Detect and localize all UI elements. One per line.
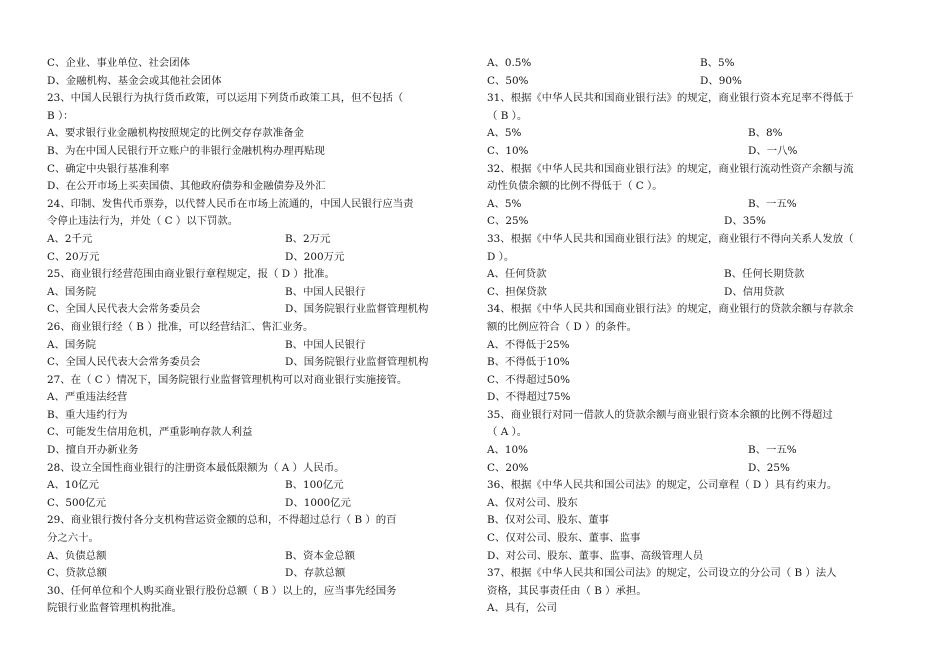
text-line: D、金融机构、基金会或其他社会团体 xyxy=(47,74,222,87)
text-line: 27、在（ C ）情况下，国务院银行业监督管理机构可以对商业银行实施接管。 xyxy=(47,373,408,386)
text-line: C、不得超过50% xyxy=(487,373,570,386)
right-column xyxy=(487,55,905,618)
option-row xyxy=(47,354,462,372)
text-line: B、为在中国人民银行开立账户的非银行金融机构办理再贴现 xyxy=(47,144,325,157)
option-row xyxy=(47,495,462,513)
option-a: A、0.5% xyxy=(487,57,532,69)
option-b: D、90% xyxy=(700,74,742,87)
text-line: 令停止违法行为，并处（ C ）以下罚款。 xyxy=(47,215,239,228)
option-a: A、5% xyxy=(487,127,522,140)
option-row xyxy=(487,73,905,91)
option-b: B、一五% xyxy=(748,197,797,210)
option-b: B、资本金总额 xyxy=(285,549,355,562)
option-b: D、1000亿元 xyxy=(285,496,351,509)
text-line: 33、根据《中华人民共和国商业银行法》的规定，商业银行不得向关系人发放（ xyxy=(487,232,854,245)
option-row xyxy=(47,548,462,566)
option-a: A、2千元 xyxy=(47,232,93,245)
option-row xyxy=(47,284,462,302)
text-line: 23、中国人民银行为执行货币政策，可以运用下列货币政策工具，但不包括（ xyxy=(47,92,404,105)
option-row xyxy=(487,442,905,460)
option-a: A、10% xyxy=(487,444,528,457)
option-b: B、任何长期贷款 xyxy=(724,268,805,281)
text-line: 26、商业银行经（ B ）批准，可以经营结汇、售汇业务。 xyxy=(47,320,314,333)
option-a: C、50% xyxy=(487,74,529,87)
text-line: 30、任何单位和个人购买商业银行股份总额（ B ）以上的，应当事先经国务 xyxy=(47,584,397,597)
option-a: C、全国人民代表大会常务委员会 xyxy=(47,356,201,369)
text-line: 29、商业银行拨付各分支机构营运资金额的总和，不得超过总行（ B ）的百 xyxy=(47,514,397,527)
option-b: D、一八% xyxy=(748,144,798,157)
option-b: D、35% xyxy=(724,215,766,228)
option-b: D、200万元 xyxy=(285,250,345,263)
option-b: B、5% xyxy=(700,57,735,69)
text-line: 31、根据《中华人民共和国商业银行法》的规定，商业银行资本充足率不得低于 xyxy=(487,92,854,105)
option-row xyxy=(487,284,905,302)
option-a: A、国务院 xyxy=(47,338,97,351)
text-line: 32、根据《中华人民共和国商业银行法》的规定，商业银行流动性资产余额与流 xyxy=(487,162,854,175)
text-line: D ）。 xyxy=(487,250,515,263)
option-b: B、一五% xyxy=(748,444,797,457)
option-b: B、100亿元 xyxy=(285,479,344,492)
text-line: 24、印制、发售代币票券，以代替人民币在市场上流通的，中国人民银行应当责 xyxy=(47,197,414,210)
option-a: C、全国人民代表大会常务委员会 xyxy=(47,303,201,316)
option-a: C、担保贷款 xyxy=(487,285,547,298)
option-row xyxy=(47,301,462,319)
option-row xyxy=(47,337,462,355)
option-b: B、中国人民银行 xyxy=(285,285,366,298)
option-row xyxy=(487,143,905,161)
option-a: C、20万元 xyxy=(47,250,100,263)
option-b: D、25% xyxy=(748,461,790,474)
option-row xyxy=(47,477,462,495)
option-a: A、5% xyxy=(487,197,522,210)
option-row xyxy=(487,266,905,284)
option-a: C、25% xyxy=(487,215,529,228)
text-line: （ A ）。 xyxy=(487,426,528,439)
text-line: 分之六十。 xyxy=(47,532,99,545)
option-b: B、2万元 xyxy=(285,232,331,245)
text-line: C、仅对公司、股东、董事、监事 xyxy=(487,532,641,545)
option-row xyxy=(47,231,462,249)
text-line: 35、商业银行对同一借款人的贷款余额与商业银行资本余额的比例不得超过 xyxy=(487,408,833,421)
text-line: B、重大违约行为 xyxy=(47,408,128,421)
option-b: D、国务院银行业监督管理机构 xyxy=(285,356,429,369)
option-b: B、8% xyxy=(748,127,783,140)
option-b: D、存款总额 xyxy=(285,567,346,580)
option-a: C、10% xyxy=(487,144,529,157)
option-row xyxy=(487,460,905,478)
text-line: 28、设立全国性商业银行的注册资本最低限额为（ A ）人民币。 xyxy=(47,461,345,474)
text-line: D、在公开市场上买卖国债、其他政府债券和金融债券及外汇 xyxy=(47,180,326,193)
left-column xyxy=(47,55,462,618)
option-row xyxy=(487,55,905,73)
text-line: 37、根据《中华人民共和国公司法》的规定，公司设立的分公司（ B ）法人 xyxy=(487,567,837,580)
text-line: C、企业、事业单位、社会团体 xyxy=(47,57,191,69)
option-b: D、信用贷款 xyxy=(724,285,785,298)
option-row xyxy=(487,196,905,214)
text-line: A、仅对公司、股东 xyxy=(487,496,578,509)
option-row xyxy=(487,125,905,143)
option-row xyxy=(47,249,462,267)
text-line: A、严重违法经营 xyxy=(47,391,128,404)
text-line: D、不得超过75% xyxy=(487,391,571,404)
option-row xyxy=(47,565,462,583)
option-a: A、10亿元 xyxy=(47,479,99,492)
option-a: A、任何贷款 xyxy=(487,268,547,281)
option-a: C、500亿元 xyxy=(47,496,106,509)
text-line: 资格，其民事责任由（ B ）承担。 xyxy=(487,584,647,597)
option-b: B、中国人民银行 xyxy=(285,338,366,351)
text-line: A、不得低于25% xyxy=(487,338,570,351)
text-line: B ）： xyxy=(47,109,74,122)
text-line: D、对公司、股东、董事、监事、高级管理人员 xyxy=(487,549,704,562)
text-line: 额的比例应符合（ D ）的条件。 xyxy=(487,320,638,333)
option-row xyxy=(487,213,905,231)
text-line: A、具有，公司 xyxy=(487,602,557,615)
text-line: 院银行业监督管理机构批准。 xyxy=(47,602,183,615)
text-line: C、可能发生信用危机，严重影响存款人利益 xyxy=(47,426,253,439)
text-line: C、确定中央银行基准利率 xyxy=(47,162,170,175)
text-line: D、擅自开办新业务 xyxy=(47,444,139,457)
text-line: 动性负债余额的比例不得低于（ C ）。 xyxy=(487,180,663,193)
option-a: A、负债总额 xyxy=(47,549,107,562)
option-a: C、20% xyxy=(487,461,529,474)
option-a: A、国务院 xyxy=(47,285,97,298)
text-line: B、不得低于10% xyxy=(487,356,570,369)
text-line: （ B ）。 xyxy=(487,109,528,122)
option-b: D、国务院银行业监督管理机构 xyxy=(285,303,429,316)
text-line: 36、根据《中华人民共和国公司法》的规定，公司章程（ D ）具有约束力。 xyxy=(487,479,838,492)
text-line: B、仅对公司、股东、董事 xyxy=(487,514,609,527)
text-line: 34、根据《中华人民共和国商业银行法》的规定，商业银行的贷款余额与存款余 xyxy=(487,303,854,316)
text-line: 25、商业银行经营范围由商业银行章程规定，报（ D ）批准。 xyxy=(47,268,335,281)
text-line: A、要求银行业金融机构按照规定的比例交存存款准备金 xyxy=(47,127,304,140)
option-a: C、贷款总额 xyxy=(47,567,107,580)
